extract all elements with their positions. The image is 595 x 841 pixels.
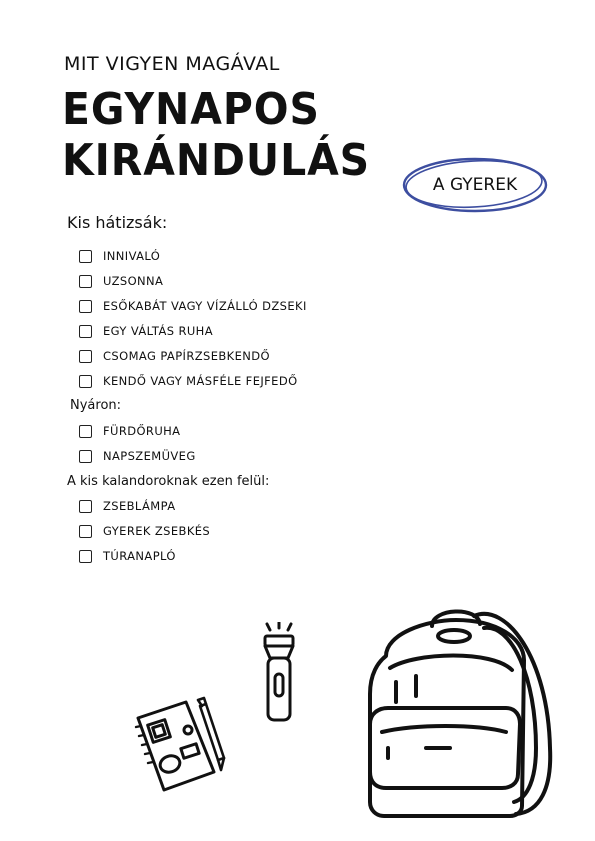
checklist-item[interactable]: ZSEBLÁMPA [79,498,175,514]
checkbox[interactable] [79,250,92,263]
checkbox[interactable] [79,275,92,288]
checklist-item[interactable]: FÜRDŐRUHA [79,423,180,439]
checkbox[interactable] [79,325,92,338]
page-title: EGYNAPOS KIRÁNDULÁS [62,84,371,186]
checkbox[interactable] [79,500,92,513]
notebook-icon [128,696,228,796]
checklist-item[interactable]: KENDŐ VAGY MÁSFÉLE FEJFEDŐ [79,373,298,389]
checklist-item[interactable]: TÚRANAPLÓ [79,548,176,564]
checklist-item[interactable]: UZSONNA [79,273,163,289]
checkbox[interactable] [79,300,92,313]
badge-label: A GYEREK [432,175,518,195]
checkbox[interactable] [79,350,92,363]
checkbox[interactable] [79,450,92,463]
checkbox[interactable] [79,550,92,563]
checklist-item[interactable]: CSOMAG PAPÍRZSEBKENDŐ [79,348,270,364]
section-heading-backpack: Kis hátizsák: [67,213,168,232]
checklist-item[interactable]: INNIVALÓ [79,248,160,264]
checklist-item[interactable]: ESŐKABÁT VAGY VÍZÁLLÓ DZSEKI [79,298,307,314]
checklist-item[interactable]: GYEREK ZSEBKÉS [79,523,210,539]
backpack-icon [356,598,556,820]
section-heading-adventurers: A kis kalandoroknak ezen felül: [67,474,270,489]
subtitle: MIT VIGYEN MAGÁVAL [64,53,280,75]
checkbox[interactable] [79,375,92,388]
checklist-item[interactable]: EGY VÁLTÁS RUHA [79,323,213,339]
checkbox[interactable] [79,425,92,438]
flashlight-icon [256,622,302,726]
audience-badge [400,155,550,215]
checklist-item[interactable]: NAPSZEMÜVEG [79,448,196,464]
checkbox[interactable] [79,525,92,538]
section-heading-summer: Nyáron: [70,398,122,413]
